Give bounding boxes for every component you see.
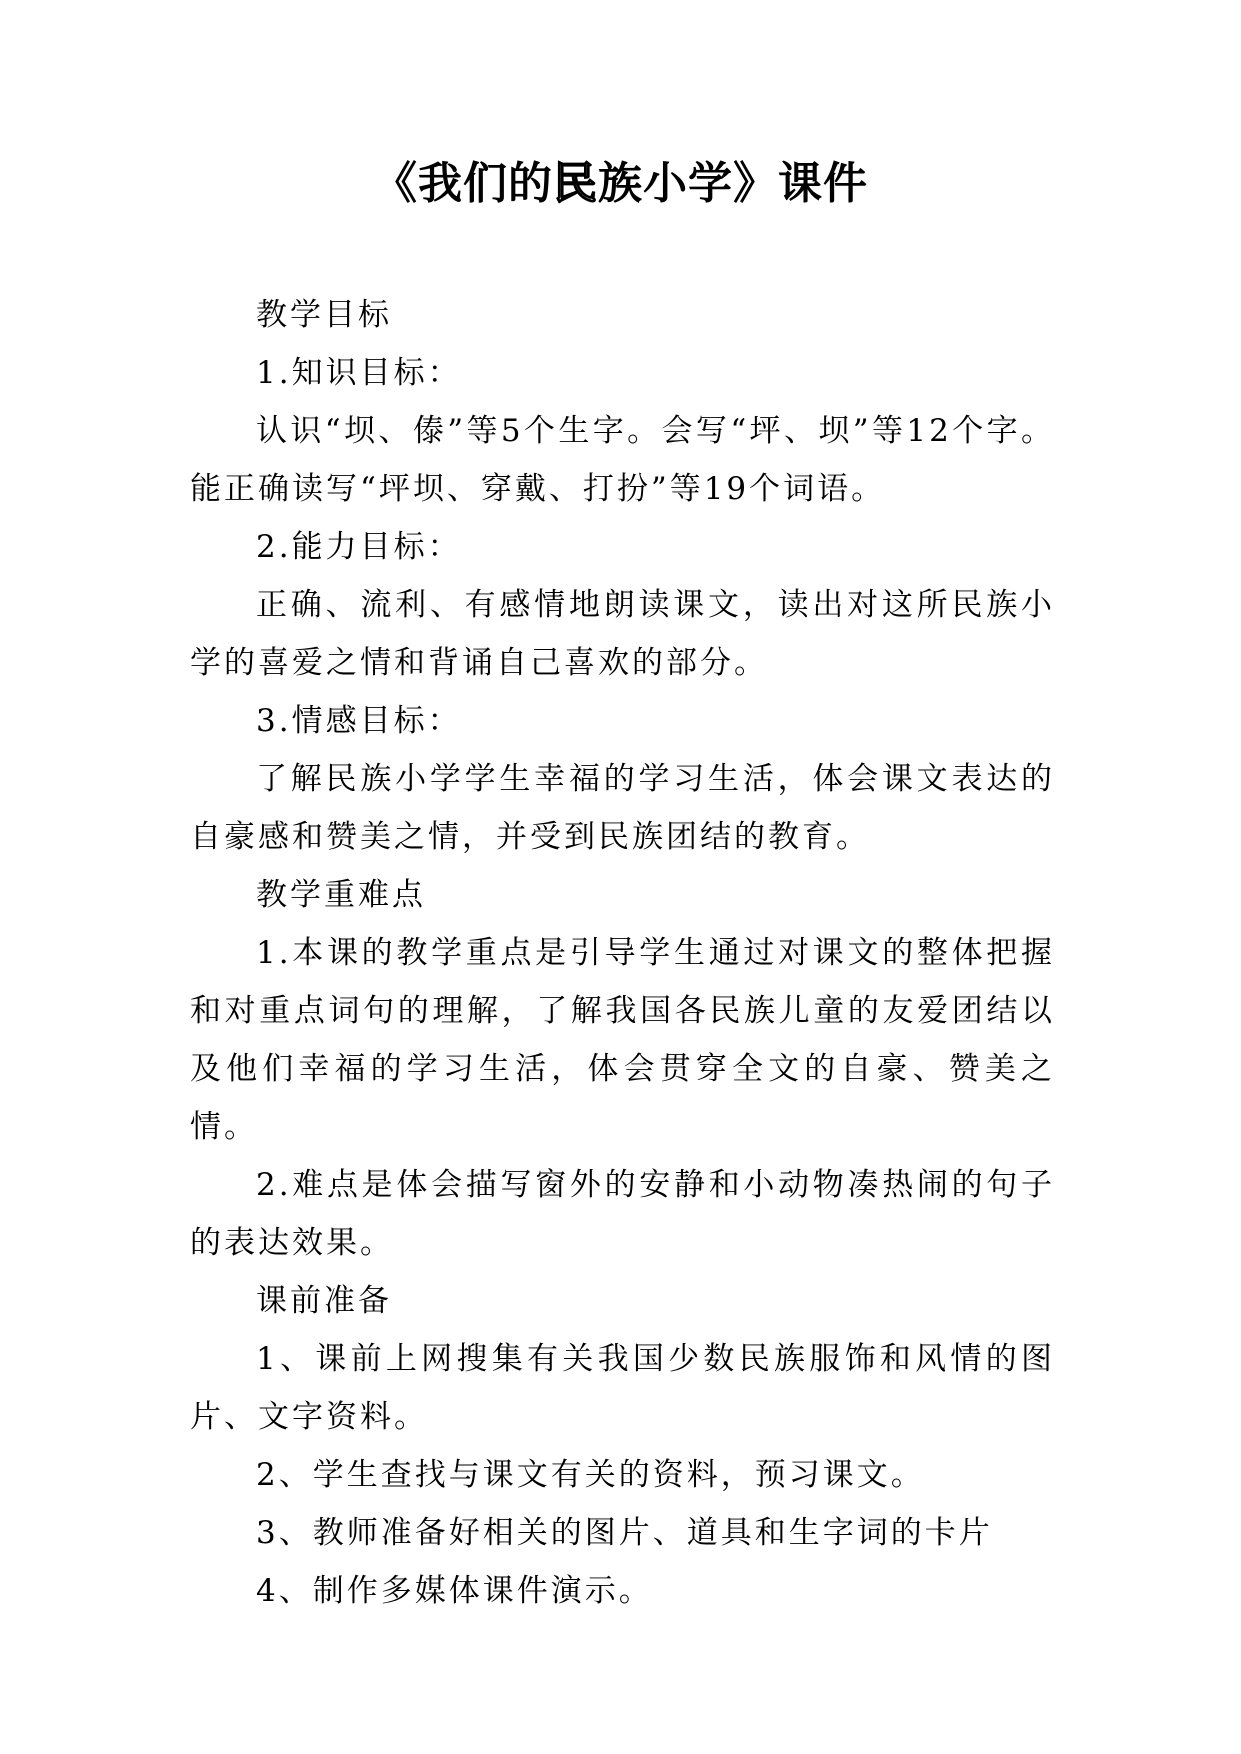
document-body — [190, 286, 1055, 1620]
objective-ability-heading: 2.能力目标： — [256, 529, 462, 565]
preparation-item: 1、课前上网搜集有关我国少数民族服饰和风情的图片、文字资料。 — [190, 1341, 1055, 1435]
objective-emotion-text: 了解民族小学学生幸福的学习生活，体会课文表达的自豪感和赞美之情，并受到民族团结的教育。 — [190, 761, 1055, 855]
preparation-item: 4、制作多媒体课件演示。 — [256, 1573, 653, 1609]
preparation-item: 3、教师准备好相关的图片、道具和生字词的卡片 — [256, 1515, 993, 1551]
title-suffix: 族小学》课件 — [598, 158, 868, 209]
title-prefix: 《我们的 — [373, 158, 553, 209]
objective-knowledge-heading: 1.知识目标： — [256, 355, 462, 391]
objective-knowledge-text: 认识“坝、傣”等5个生字。会写“坪、坝”等12个字。能正确读写“坪坝、穿戴、打扮”等19个词语。 — [190, 413, 1055, 507]
key-point-text: 1.本课的教学重点是引导学生通过对课文的整体把握和对重点词句的理解，了解我国各民族儿童的友爱团结以及他们幸福的学习生活，体会贯穿全文的自豪、赞美之情。 — [190, 935, 1055, 1145]
difficult-point-text: 2.难点是体会描写窗外的安静和小动物凑热闹的句子的表达效果。 — [190, 1167, 1055, 1261]
section-heading-key-points: 教学重难点 — [256, 877, 426, 913]
document-title — [0, 154, 1241, 214]
objective-ability-text: 正确、流利、有感情地朗读课文，读出对这所民族小学的喜爱之情和背诵自己喜欢的部分。 — [190, 587, 1055, 681]
section-heading-preparation: 课前准备 — [256, 1283, 392, 1319]
preparation-item: 2、学生查找与课文有关的资料，预习课文。 — [256, 1457, 925, 1493]
section-heading-objectives: 教学目标 — [256, 297, 392, 333]
title-outlined-char: 民 — [553, 158, 598, 209]
objective-emotion-heading: 3.情感目标： — [256, 703, 462, 739]
